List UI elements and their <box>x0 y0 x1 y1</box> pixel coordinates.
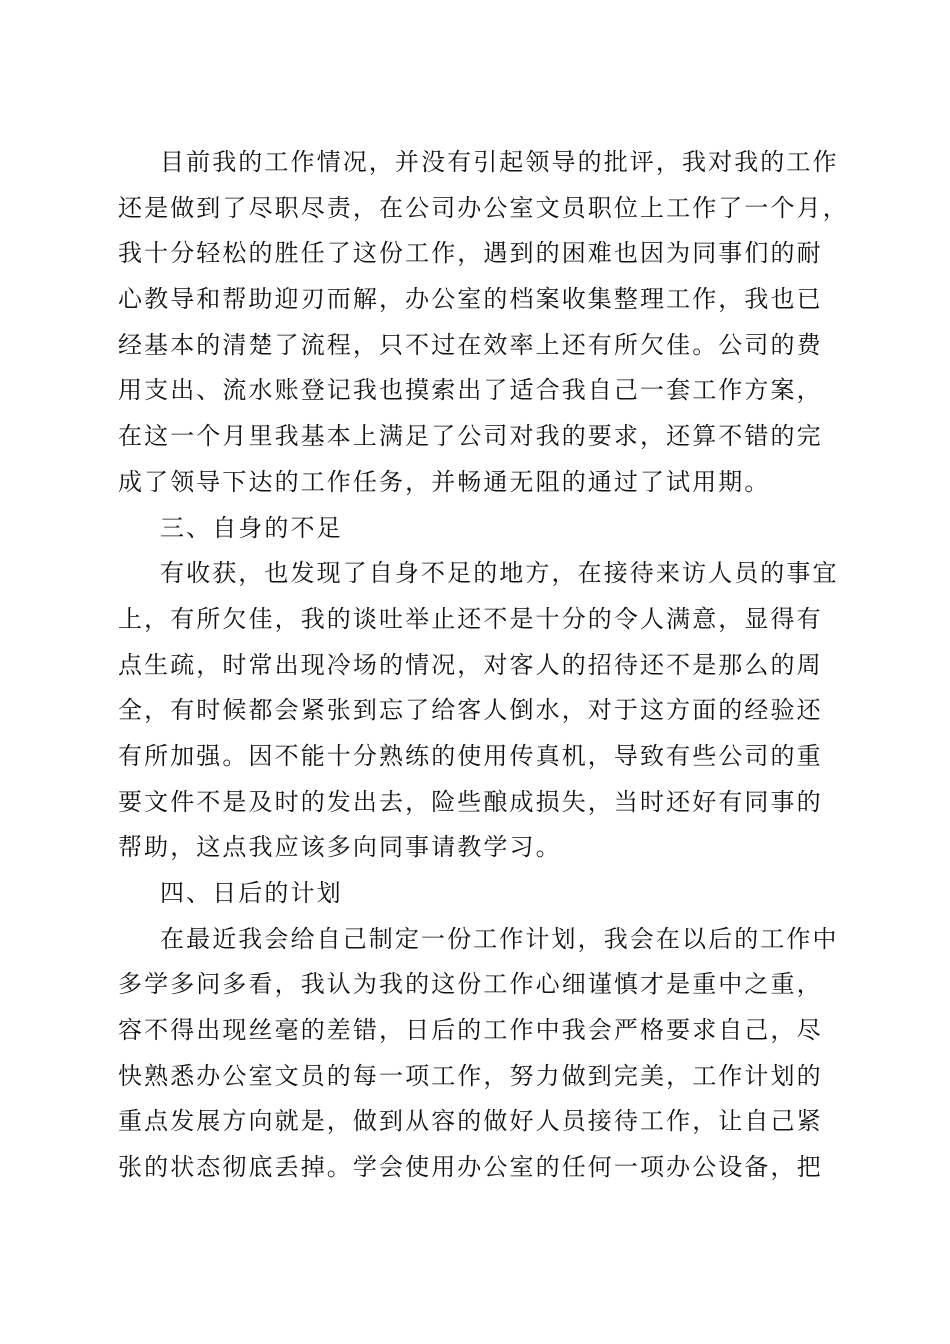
text-line: 要文件不是及时的发出去，险些酿成损失，当时还好有同事的 <box>118 787 823 816</box>
text-line: 我十分轻松的胜任了这份工作，遇到的困难也因为同事们的耐 <box>118 239 823 268</box>
text-line: 用支出、流水账登记我也摸索出了适合我自己一套工作方案， <box>118 376 823 405</box>
text-line: 全，有时候都会紧张到忘了给客人倒水，对于这方面的经验还 <box>118 696 823 725</box>
text-line: 快熟悉办公室文员的每一项工作，努力做到完美，工作计划的 <box>118 1061 823 1090</box>
document-body <box>118 140 849 1191</box>
text-line: 有收获，也发现了自身不足的地方，在接待来访人员的事宜 <box>160 559 839 588</box>
text-line: 点生疏，时常出现冷场的情况，对客人的招待还不是那么的周 <box>118 650 823 679</box>
text-line: 成了领导下达的工作任务，并畅通无阻的通过了试用期。 <box>118 467 771 496</box>
text-line: 重点发展方向就是，做到从容的做好人员接待工作，让自己紧 <box>118 1107 823 1136</box>
text-line: 还是做到了尽职尽责，在公司办公室文员职位上工作了一个月， <box>118 193 849 222</box>
paragraph-future-plan <box>118 917 839 1191</box>
text-line: 目前我的工作情况，并没有引起领导的批评，我对我的工作 <box>160 148 839 176</box>
paragraph-shortcomings <box>118 551 839 871</box>
text-line: 在最近我会给自己制定一份工作计划，我会在以后的工作中 <box>160 924 839 953</box>
section-heading-future-plan: 四、日后的计划 <box>160 879 343 907</box>
text-line: 张的状态彻底丢掉。学会使用办公室的任何一项办公设备，把 <box>118 1153 823 1182</box>
paragraph-work-status <box>118 140 849 506</box>
text-line: 帮助，这点我应该多向同事请教学习。 <box>118 833 562 862</box>
text-line: 经基本的清楚了流程，只不过在效率上还有所欠佳。公司的费 <box>118 330 823 359</box>
text-line: 上，有所欠佳，我的谈吐举止还不是十分的令人满意，显得有 <box>118 604 823 633</box>
text-line: 心教导和帮助迎刃而解，办公室的档案收集整理工作，我也已 <box>118 285 823 314</box>
text-line: 容不得出现丝毫的差错，日后的工作中我会严格要求自己，尽 <box>118 1016 823 1045</box>
text-line: 多学多问多看，我认为我的这份工作心细谨慎才是重中之重， <box>118 970 823 999</box>
section-heading-shortcomings: 三、自身的不足 <box>160 513 343 542</box>
text-line: 有所加强。因不能十分熟练的使用传真机，导致有些公司的重 <box>118 741 823 770</box>
text-line: 在这一个月里我基本上满足了公司对我的要求，还算不错的完 <box>118 422 823 451</box>
